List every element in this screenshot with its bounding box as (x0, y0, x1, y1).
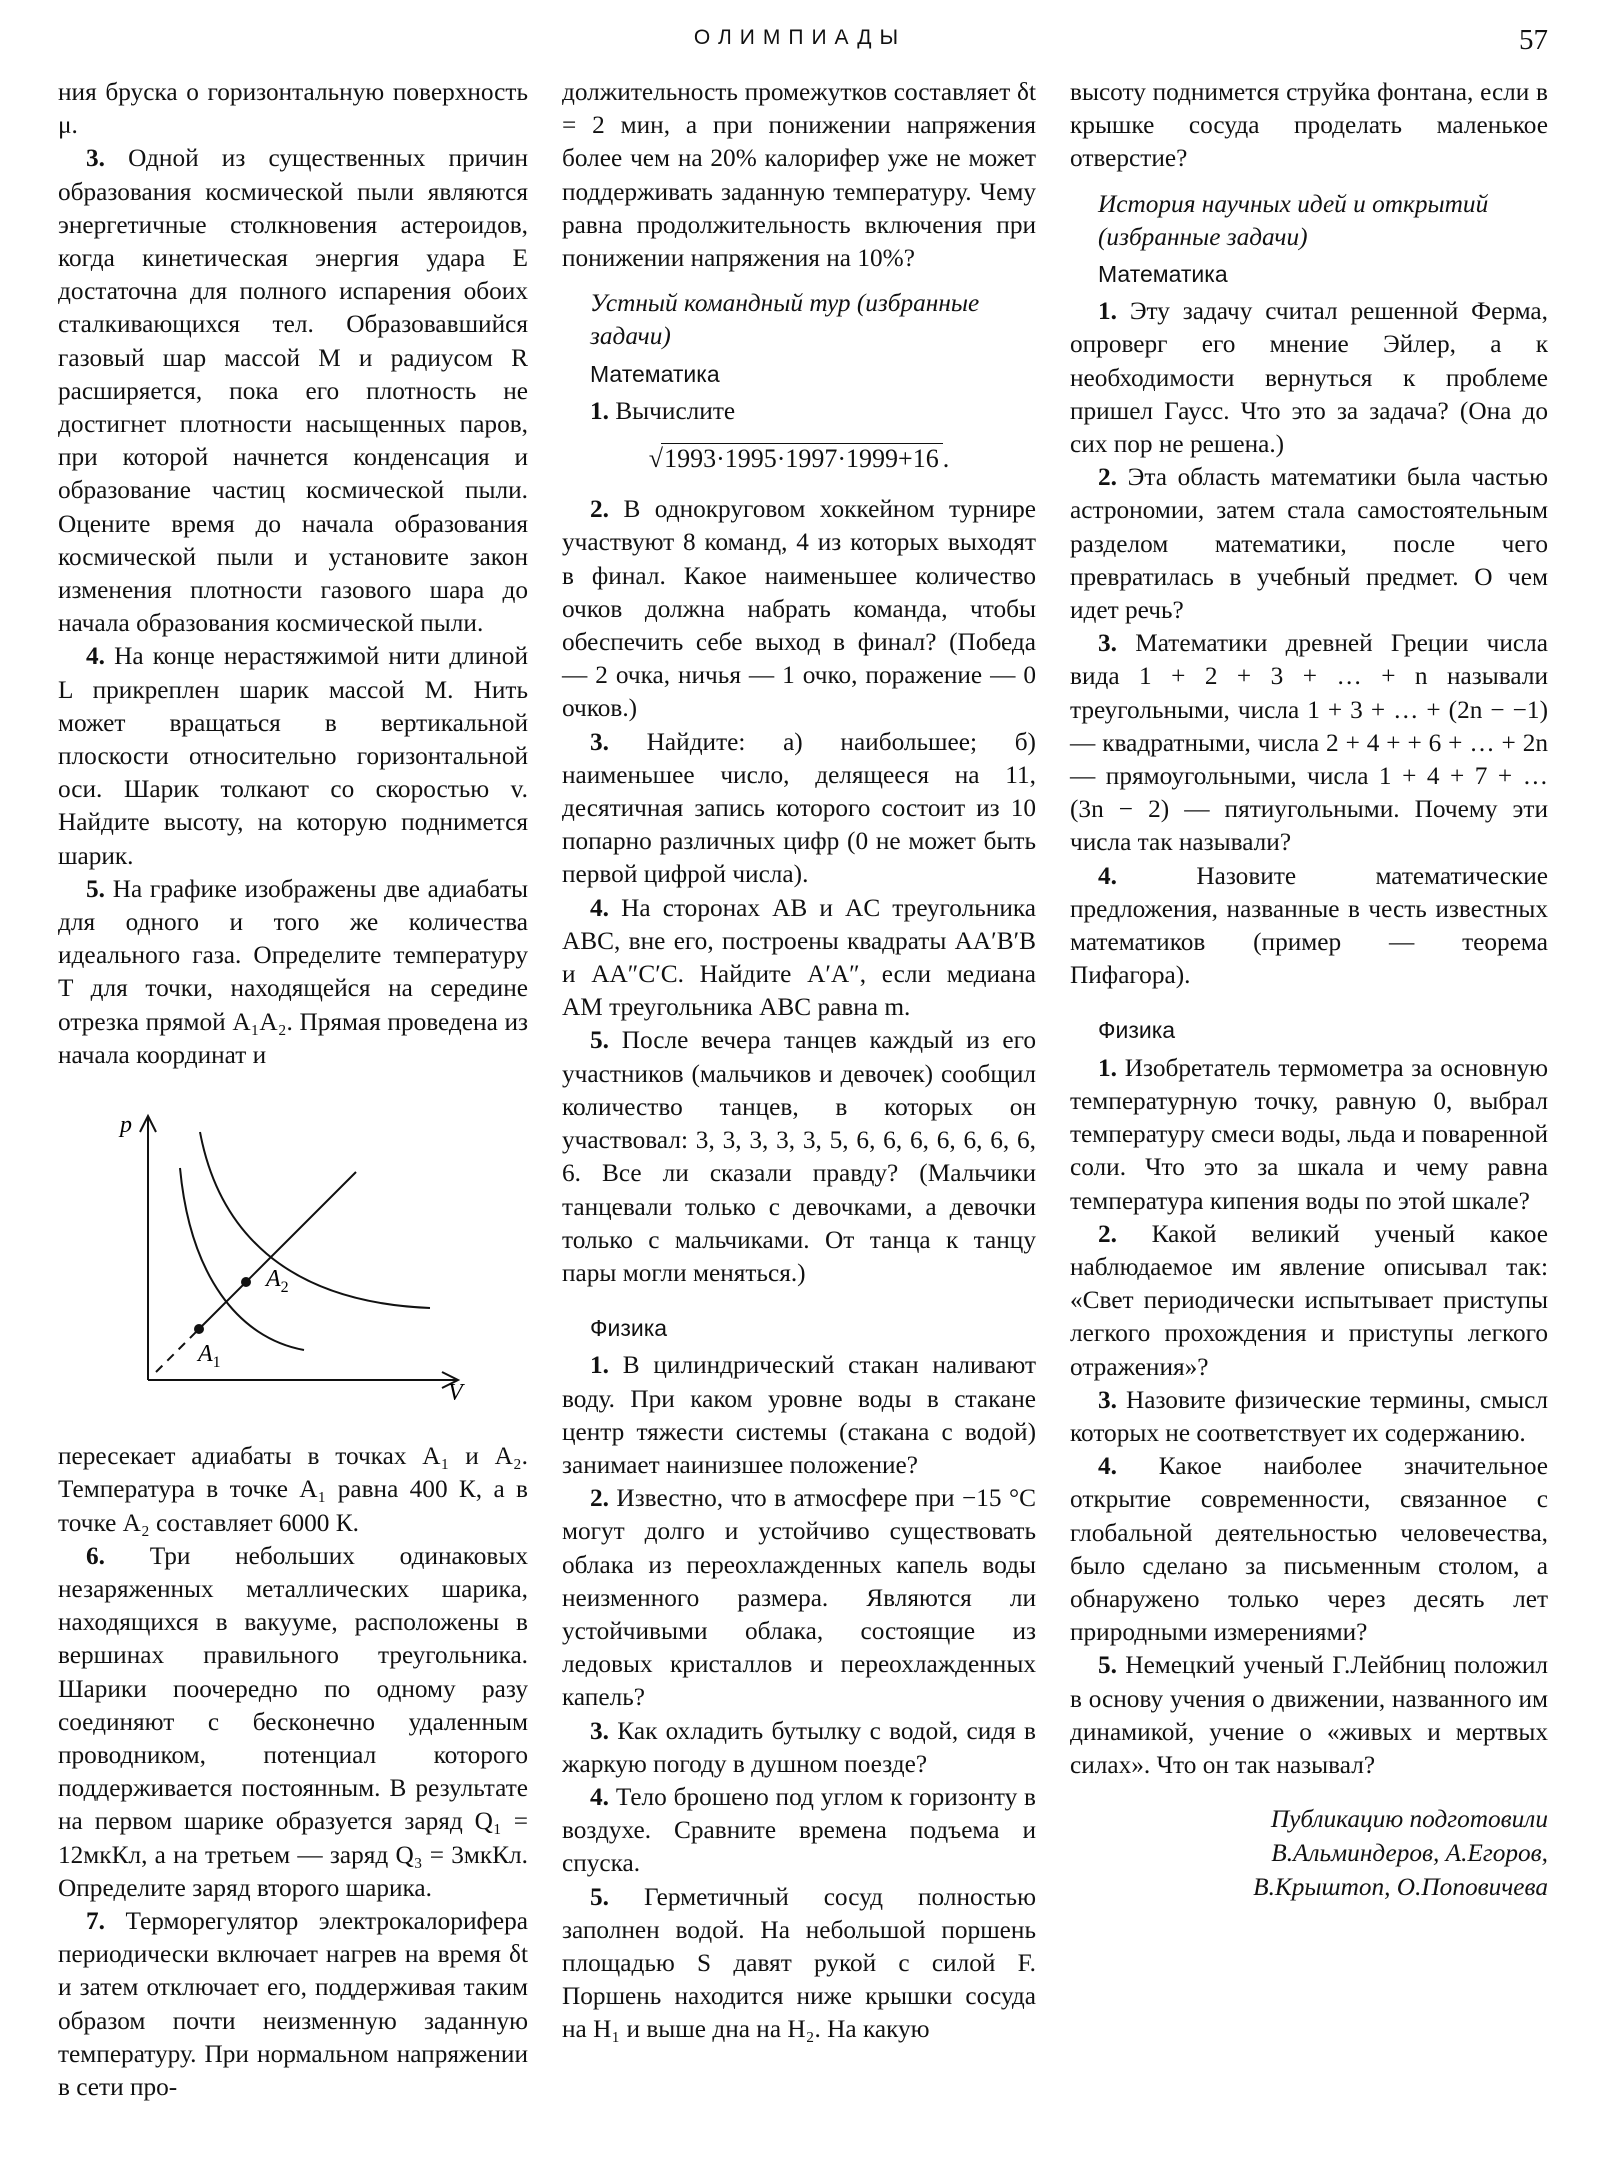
problem-number: 2. (590, 495, 609, 524)
problem-4 (58, 640, 528, 872)
page-number: 57 (1519, 24, 1548, 56)
point-a1 (194, 1324, 204, 1334)
problem-7 (58, 1905, 528, 2104)
section-title: История научных идей и открытий (избранные задачи) (1098, 189, 1489, 251)
history-physics-2 (1070, 1218, 1548, 1384)
problem-text: Эта область математики была частью астрономии, затем стала самостоятельным разделом математики, после чего превратилась в учебный предмет. О чем идет речь? (1070, 463, 1548, 625)
paragraph-continuation: ния бруска о горизонтальную поверхность μ. (58, 78, 528, 140)
problem-text: Эту задачу считал решенной Ферма, опроверг его мнение Эйлер, а к необходимости вернуться к проблеме пришел Гаусс. Что это за задача? (Она до сих пор не решена.) (1070, 297, 1548, 459)
adiabats-graph (118, 1110, 478, 1400)
y-axis-label: p (120, 1112, 132, 1139)
paragraph-continuation: должительность промежутков составляет δt = 2 мин, а при понижении напряжения более чем на 20% калорифер уже не может поддерживать заданную температуру. Чему равна продолжительность включения при понижении напряжения на 10%? (562, 78, 1036, 273)
column-1 (58, 76, 528, 2104)
problem-number: 5. (1098, 1651, 1117, 1680)
history-math-1 (1070, 295, 1548, 461)
problem-number: 3. (1098, 629, 1117, 658)
subsection-physics: Физика (590, 1315, 668, 1342)
history-physics-1 (1070, 1052, 1548, 1218)
problem-text: Назовите физические термины, смысл которых не соответствует их содержанию. (1070, 1385, 1549, 1447)
history-math-3 (1070, 627, 1548, 859)
problem-text: Одной из существенных причин образования космической пыли являются энергетичные столкновения астероидов, когда кинетическая энергия удара E достаточна для полного испарения обоих сталкивающихся тел. Образовавшийся газовый шар массой M и радиусом R расширяется, пока его плотность не достигнет плотности насыщенных паров, при которой начнется конденсация и образование частиц космической пыли. Оцените время до начала образования космической пыли и установите закон изменения плотности газового шара до начала образования космической пыли. (58, 144, 529, 638)
problem-number: 4. (590, 1782, 609, 1811)
problem-text: На сторонах AB и AC треугольника ABC, вне его, построены квадраты AA′B′B и AA″C′C. Найдите A′A″, если медиана AM треугольника ABC равна m. (562, 893, 1036, 1022)
history-physics-4 (1070, 1450, 1548, 1649)
problem-number: 3. (86, 144, 105, 173)
history-math-4 (1070, 860, 1548, 993)
problem-text: Тело брошено под углом к горизонту в воздухе. Сравните времена подъема и спуска. (562, 1782, 1036, 1878)
problem-text: Изобретатель термометра за основную температурную точку, равную 0, выбрал температуру смеси воды, льда и поваренной соли. Что это за шкала и чему равна температура кипения воды по этой шкале? (1070, 1053, 1548, 1215)
radicand: 1993·1995·1997·1999+16 (661, 443, 943, 474)
problem-number: 3. (590, 1716, 609, 1745)
problem-number: 3. (1098, 1385, 1117, 1414)
page-header (0, 26, 1600, 66)
point-a2 (241, 1277, 251, 1287)
problem-text: В цилиндрический стакан наливают воду. При каком уровне воды в стакане центр тяжести системы (стакана с водой) занимает наинизшее положение? (562, 1351, 1037, 1479)
credits-heading: Публикацию подготовили (1270, 1805, 1548, 1834)
problem-text: После вечера танцев каждый из его участников (мальчиков и девочек) сообщил количество танцев, в которых он участвовал: 3, 3, 3, 3, 3, 5, 6, 6, 6, 6, 6, 6, 6, 6. Все ли сказали правду? (Мальчики танцевали только с девочками, а девочки только с мальчиками. От танца к танцу пары могли меняться.) (562, 1026, 1037, 1287)
problem-text: На конце нерастяжимой нити длиной L прикреплен шарик массой M. Нить может вращаться в вертикальной плоскости относительно горизонтальной оси. Шарик толкают со скоростью v. Найдите высоту, на которую поднимется шарик. (58, 642, 528, 870)
adiabat-lower (180, 1168, 304, 1350)
math-problem-2 (562, 493, 1036, 725)
column-3 (1070, 76, 1548, 1904)
adiabat-upper (200, 1132, 430, 1308)
physics-problem-4 (562, 1781, 1036, 1881)
problem-6 (58, 1540, 528, 1905)
problem-text: Найдите: а) наибольшее; б) наименьшее число, делящееся на 11, десятичная запись которого состоит из 10 попарно различных цифр (0 не может быть первой цифрой числа). (562, 727, 1036, 889)
subsection-math: Математика (1098, 261, 1228, 288)
problem-number: 3. (590, 727, 609, 756)
problem-3 (58, 142, 528, 640)
problem-text: Терморегулятор электрокалорифера периодически включает нагрев на время δt и затем отключает его, поддерживая таким образом почти неизменную заданную температуру. При нормальном напряжении в сети про- (58, 1906, 528, 2101)
physics-problem-1 (562, 1349, 1036, 1482)
physics-problem-2 (562, 1482, 1036, 1714)
math-problem-5 (562, 1024, 1036, 1290)
problem-5-continuation: пересекает адиабаты в точках A₁ и A₂. Температура в точке A₁ равна 400 К, а в точке A₂ составляет 6000 К. (58, 1442, 528, 1537)
history-physics-3 (1070, 1384, 1548, 1450)
physics-problem-3 (562, 1715, 1036, 1781)
problem-number: 2. (590, 1484, 609, 1513)
subsection-physics: Физика (1098, 1017, 1176, 1044)
problem-text: На графике изображены две адиабаты для одного и того же количества идеального газа. Определите температуру T для точки, находящейся на середине отрезка прямой A₁A₂. Прямая проведена из начала координат и (58, 874, 528, 1069)
radical-sign: √ (648, 444, 664, 474)
problem-number: 4. (590, 893, 609, 922)
label-a2: $A_2$ (266, 1266, 289, 1297)
math-problem-4 (562, 892, 1036, 1025)
problem-number: 5. (590, 1882, 609, 1911)
problem-number: 6. (86, 1541, 105, 1570)
problem-number: 4. (1098, 1452, 1117, 1481)
running-title: ОЛИМПИАДЫ (693, 26, 907, 49)
problem-number: 2. (1098, 463, 1117, 492)
problem-number: 5. (590, 1026, 609, 1055)
section-title: Устный командный тур (избранные задачи) (590, 289, 980, 351)
problem-number: 7. (86, 1906, 105, 1935)
problem-text: Известно, что в атмосфере при −15 °С могут долго и устойчиво существовать облака из переохлажденных капель воды неизменного размера. Являются ли устойчивыми облака, состоящие из ледовых кристаллов и переохлажденных капель? (562, 1484, 1036, 1712)
line-from-origin (202, 1172, 356, 1326)
problem-number: 4. (1098, 861, 1117, 890)
physics-problem-5 (562, 1881, 1036, 2047)
problem-number: 1. (1098, 297, 1117, 326)
problem-number: 1. (590, 396, 609, 425)
problem-number: 5. (86, 874, 105, 903)
label-a1: $A_1$ (198, 1341, 221, 1372)
problem-text: Математики древней Греции числа вида 1 + 2 + 3 + … + n называли треугольными, числа 1 + 3 + … + (2n − −1) — квадратными, числа 2 + 4 + + 6 + … + 2n — прямоугольными, числа 1 + 4 + 7 + … (3n − 2) — пятиугольными. Почему эти числа так называли? (1070, 629, 1548, 857)
problem-text: В однокруговом хоккейном турнире участвуют 8 команд, 4 из которых выходят в финал. Какое наименьшее количество очков должна набрать команда, чтобы обеспечить себе выход в финал? (Победа — 2 очка, ничья — 1 очко, поражение — 0 очков.) (562, 495, 1036, 723)
column-2 (562, 76, 1036, 2047)
problem-text: Три небольших одинаковых незаряженных металлических шарика, находящихся в вакууме, расположены в вершинах правильного треугольника. Шарики поочередно по одному разу соединяют с бесконечно удаленным проводником, потенциал которого поддерживается постоянным. В результате на первом шарике образуется заряд Q₁ = 12мкКл, а на третьем — заряд Q₃ = 3мкКл. Определите заряд второго шарика. (58, 1541, 528, 1902)
problem-text: Какой великий ученый какое наблюдаемое им явление описывал так: «Свет периодически испытывает приступы легкого прохождения и приступы легкого отражения»? (1070, 1219, 1548, 1381)
problem-text: Немецкий ученый Г.Лейбниц положил в основу учения о движении, названного им динамикой, учение о «живых и мертвых силах». Что он так называл? (1070, 1651, 1548, 1779)
subsection-math: Математика (590, 360, 720, 387)
history-physics-5 (1070, 1649, 1548, 1782)
credits-authors-1: В.Альминдеров, А.Егоров, (1271, 1839, 1548, 1868)
problem-number: 1. (590, 1351, 609, 1380)
problem-text: Назовите математические предложения, названные в честь известных математиков (пример — теорема Пифагора). (1070, 861, 1549, 990)
math-problem-3 (562, 726, 1036, 892)
paragraph-continuation: высоту поднимется струйка фонтана, если в крышке сосуда проделать маленькое отверстие? (1070, 78, 1548, 173)
credits-authors-2: В.Крыштоп, О.Поповичева (1253, 1873, 1548, 1902)
problem-text: Вычислите (615, 396, 736, 425)
problem-text: Как охладить бутылку с водой, сидя в жаркую погоду в душном поезде? (562, 1716, 1036, 1778)
history-math-2 (1070, 461, 1548, 627)
problem-text: Какое наиболее значительное открытие современности, связанное с глобальной деятельностью человечества, было сделано за письменным столом, а обнаружено только через десять лет природными измерениями? (1070, 1452, 1548, 1647)
credits (1070, 1802, 1548, 1904)
problem-5 (58, 873, 528, 1072)
x-axis-label: V (448, 1380, 463, 1401)
problem-text: Герметичный сосуд полностью заполнен водой. На небольшой поршень площадью S давят рукой с силой F. Поршень находится ниже крышки сосуда на H₁ и выше дна на H₂. На какую (562, 1882, 1036, 2044)
problem-number: 4. (86, 642, 105, 671)
formula (562, 442, 1036, 475)
problem-number: 1. (1098, 1053, 1117, 1082)
math-problem-1 (562, 395, 1036, 428)
formula-period: . (942, 444, 950, 474)
line-dashed-segment (156, 1326, 202, 1372)
problem-number: 2. (1098, 1219, 1117, 1248)
